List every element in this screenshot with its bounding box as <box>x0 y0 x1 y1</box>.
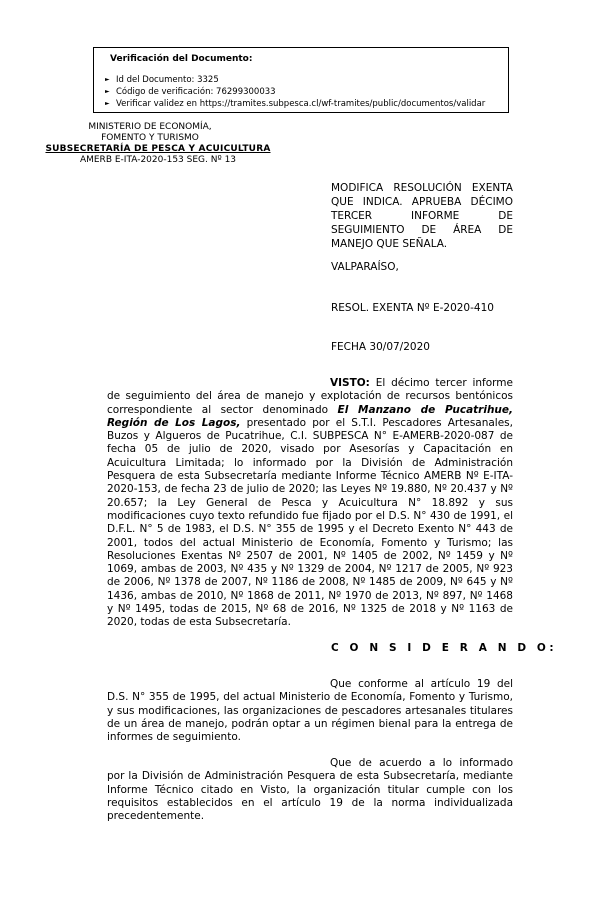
resolution-subject: MODIFICA RESOLUCIÓN EXENTA QUE INDICA. APRUEBA DÉCIMO TERCER INFORME DE SEGUIMIENTO DE ÁREA DE MANEJO QUE SEÑALA. <box>331 182 513 250</box>
resolution-date: FECHA 30/07/2020 <box>331 341 430 353</box>
verification-box <box>93 47 509 113</box>
verification-list <box>104 74 500 110</box>
considerando-text-1: Que conforme al artículo 19 del D.S. N° 355 de 1995, del actual Ministerio de Economía, Fomento y Turismo, y sus modificaciones, las organizaciones de pescadores artesanales titulares de un área de manejo, podrán optar a un régimen bienal para la entrega de informes de seguimiento. <box>107 678 513 744</box>
verification-code: ► Código de verificación: 76299300033 <box>104 86 500 98</box>
subsecretaria-name: SUBSECRETARÍA DE PESCA Y ACUICULTURA <box>45 144 271 154</box>
verification-title: Verificación del Documento: <box>110 54 253 64</box>
visto-paragraph <box>107 377 513 630</box>
place: VALPARAÍSO, <box>331 261 399 273</box>
considerando-paragraph-1 <box>107 678 513 744</box>
ministry-line-2: FOMENTO Y TURISMO <box>101 133 199 143</box>
ministry-line-1: MINISTERIO DE ECONOMÍA, <box>88 122 212 132</box>
visto-text-2: presentado por el S.T.I. Pescadores Artesanales, Buzos y Algueros de Pucatrihue, C.I. SUBPESCA N° E-AMERB-2020-087 de fecha 05 de julio de 2020, visado por Asesorías y Capacitación en Acuicultura Limitada; lo informado por la División de Administración Pesquera de esta Subsecretaría mediante Informe Técnico AMERB Nº E-ITA-2020-153, de fecha 23 de julio de 2020; las Leyes Nº 19.880, Nº 20.437 y Nº 20.657; la Ley General de Pesca y Acuicultura N° 18.892 y sus modificaciones cuyo texto refundido fue fijado por el D.S. N° 430 de 1991, el D.F.L. N° 5 de 1983, el D.S. N° 355 de 1995 y el Decreto Exento N° 443 de 2001, todos del actual Ministerio de Economía, Fomento y Turismo; las Resoluciones Exentas Nº 2507 de 2001, Nº 1405 de 2002, Nº 1459 y Nº 1069, ambas de 2003, Nº 435 y Nº 1329 de 2004, Nº 1217 de 2005, Nº 923 de 2006, Nº 1378 de 2007, Nº 1186 de 2008, Nº 1485 de 2009, Nº 645 y Nº 1436, ambas de 2010, Nº 1868 de 2011, Nº 1970 de 2013, Nº 897, Nº 1468 y Nº 1495, todas de 2015, Nº 68 de 2016, Nº 1325 de 2018 y Nº 1163 de 2020, todas de esta Subsecretaría. <box>107 416 513 629</box>
verification-url[interactable]: ► Verificar validez en https://tramites.subpesca.cl/wf-tramites/public/documentos/validar <box>104 98 500 110</box>
document-reference: AMERB E-ITA-2020-153 SEG. Nº 13 <box>79 155 237 165</box>
ministry-header <box>40 122 260 144</box>
considerando-heading: C O N S I D E R A N D O: <box>331 642 558 654</box>
visto-label: VISTO: <box>330 377 370 389</box>
subsecretaria-header <box>20 144 296 166</box>
resolution-number: RESOL. EXENTA Nº E-2020-410 <box>331 302 494 314</box>
visto-sector: El Manzano de Pucatrihue, Región de Los Lagos, <box>107 403 514 429</box>
considerando-paragraph-2 <box>107 757 513 823</box>
visto-text-1: El décimo tercer informe de seguimiento del área de manejo y explotación de recursos bentónicos correspondiente al sector denominado <box>107 377 513 416</box>
verification-document-id: ► Id del Documento: 3325 <box>104 74 500 86</box>
considerando-text-2: Que de acuerdo a lo informado por la División de Administración Pesquera de esta Subsecretaría, mediante Informe Técnico citado en Visto, la organización titular cumple con los requisitos establecidos en el artículo 19 de la norma individualizada precedentemente. <box>107 757 513 823</box>
